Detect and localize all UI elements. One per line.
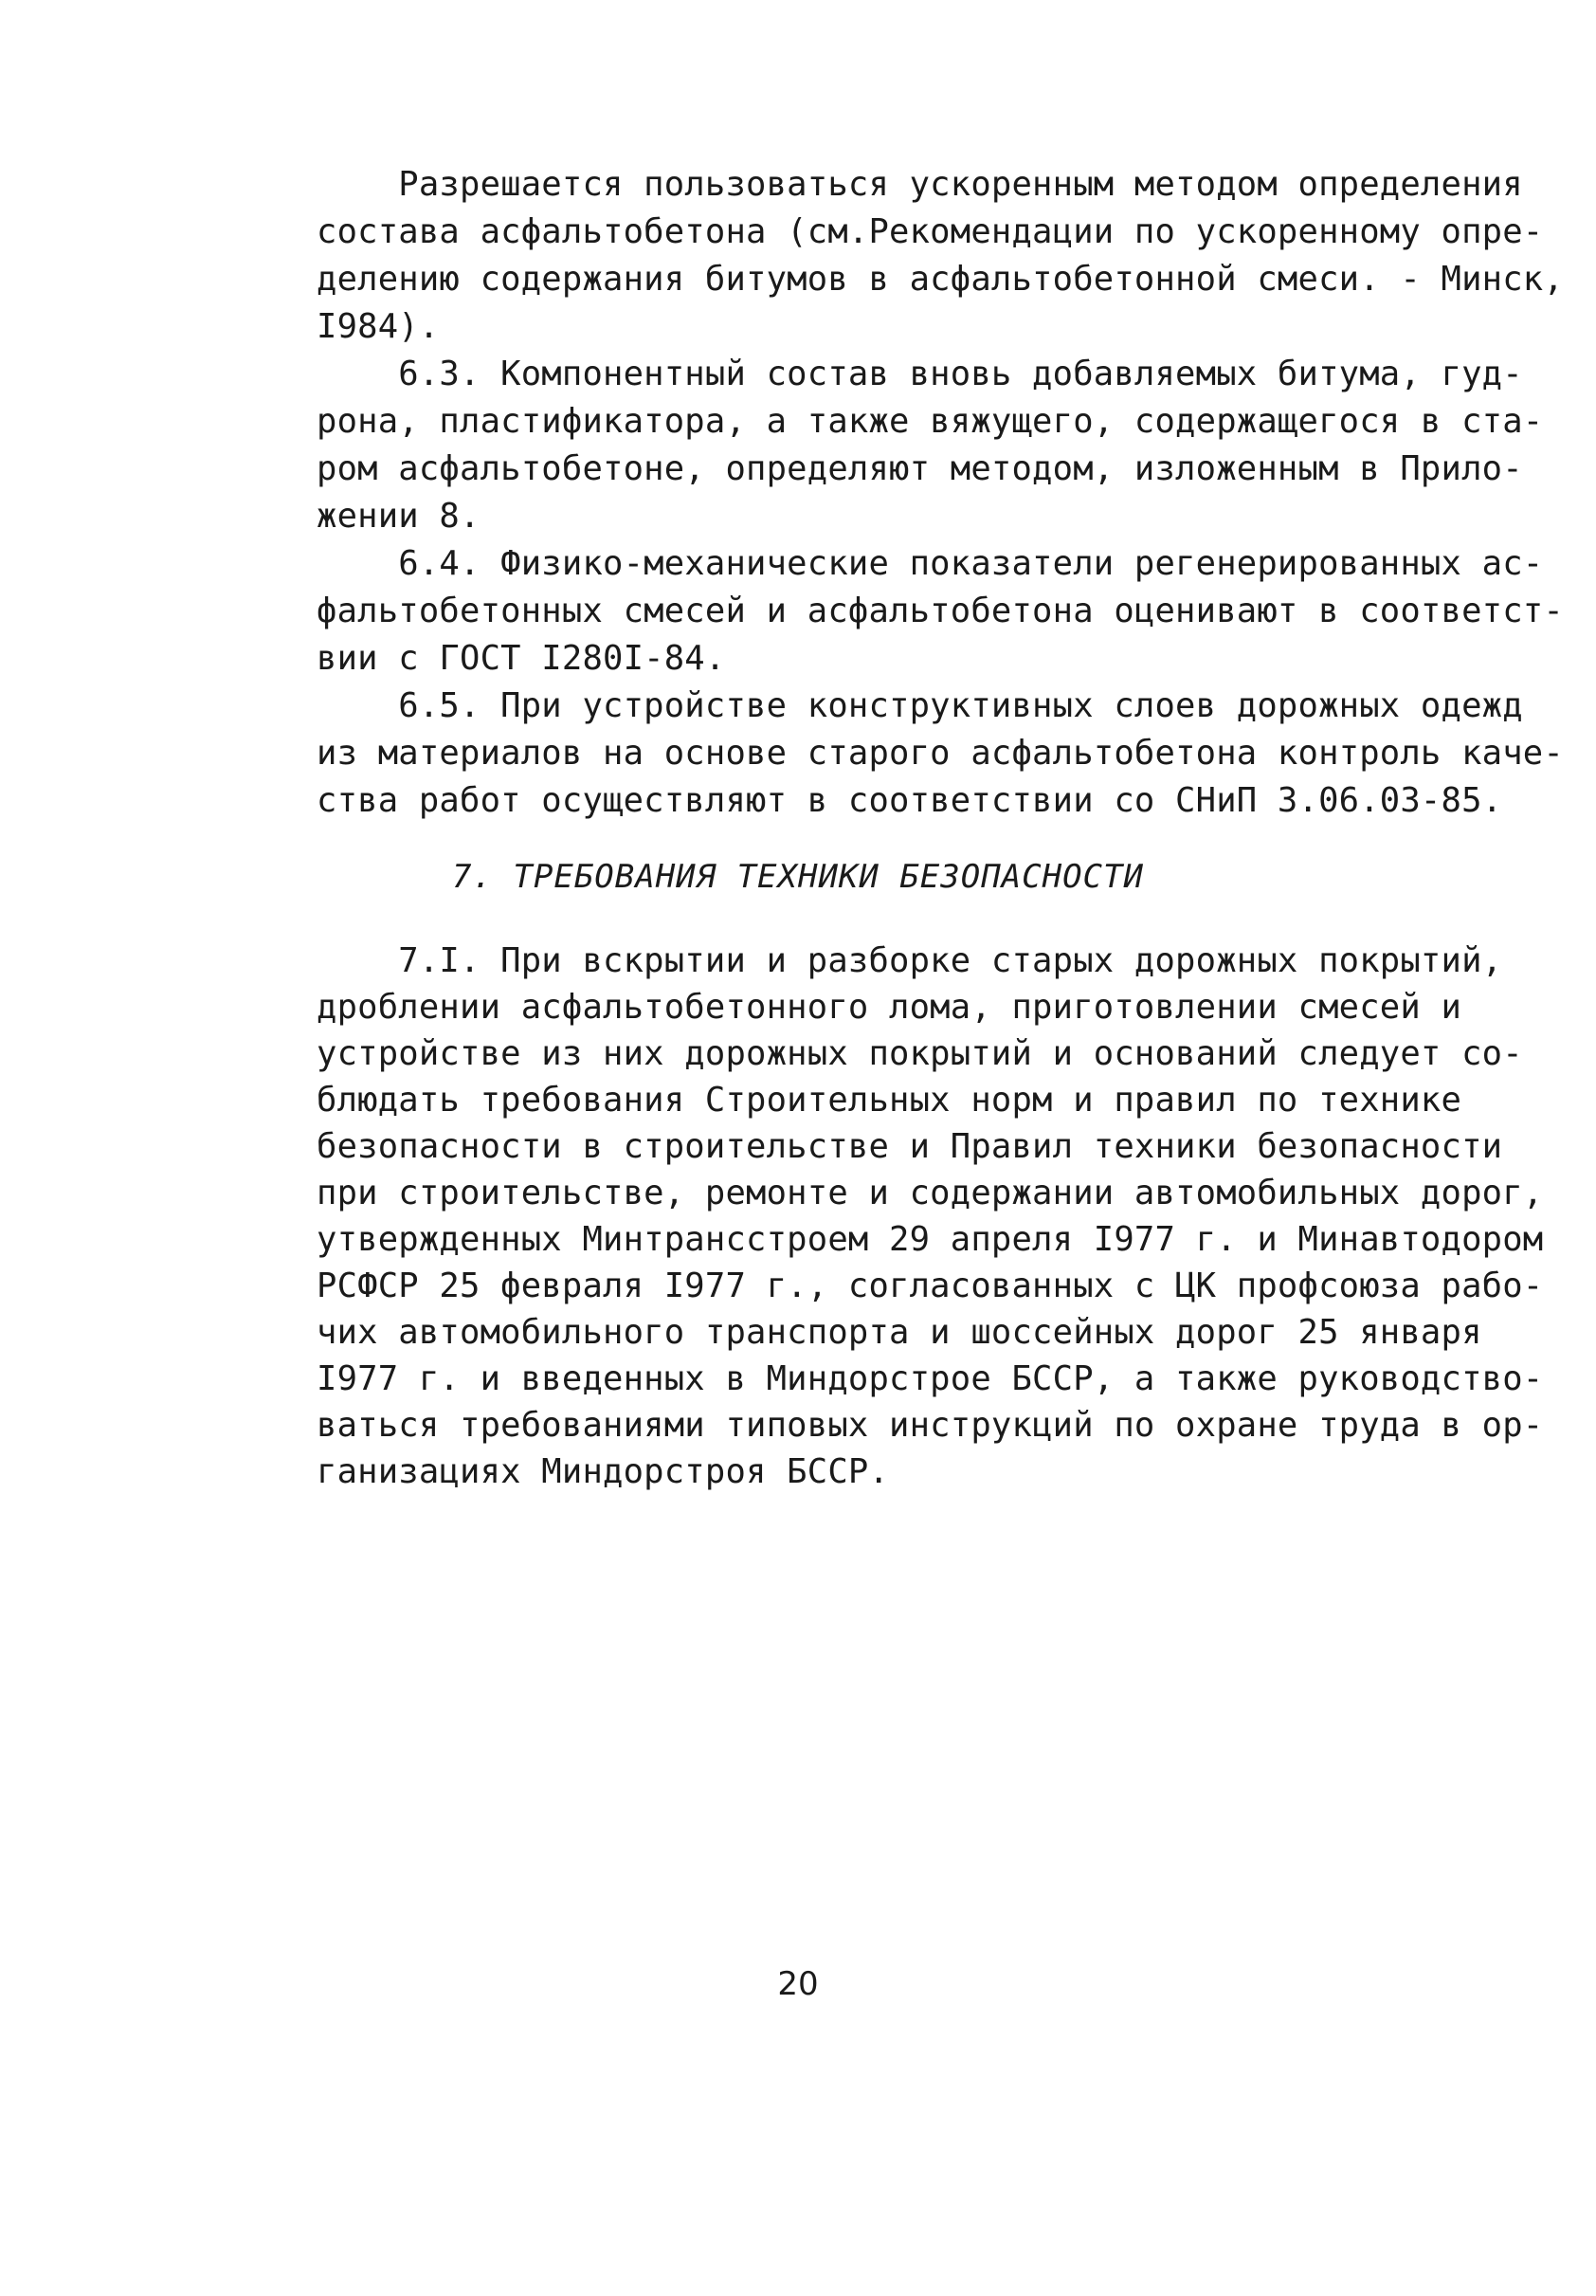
text-line: 6.4. Физико-механические показатели регенерированных ас- <box>317 544 1544 583</box>
text-line: 6.3. Компонентный состав вновь добавляемых битума, гуд- <box>317 355 1523 393</box>
text-line: ганизациях Миндорстроя БССР. <box>317 1452 890 1491</box>
text-line: вии с ГОСТ I280I-84. <box>317 639 726 678</box>
text-line: чих автомобильного транспорта и шоссейных дорог 25 января <box>317 1313 1482 1352</box>
text-line: безопасности в строительстве и Правил техники безопасности <box>317 1127 1503 1166</box>
text-line: ваться требованиями типовых инструкций по охране труда в ор- <box>317 1406 1544 1445</box>
text-line: устройстве из них дорожных покрытий и оснований следует со- <box>317 1034 1523 1073</box>
text-line: I984). <box>317 307 440 346</box>
text-line: 6.5. При устройстве конструктивных слоев дорожных одежд <box>317 686 1523 725</box>
section-heading: 7. ТРЕБОВАНИЯ ТЕХНИКИ БЕЗОПАСНОСТИ <box>452 858 1144 896</box>
page-number: 20 <box>777 1965 819 2003</box>
text-line: I977 г. и введенных в Миндорстрое БССР, а также руководство- <box>317 1359 1544 1398</box>
text-line: блюдать требования Строительных норм и правил по технике <box>317 1081 1462 1120</box>
text-line: утвержденных Минтрансстроем 29 апреля I977 г. и Минавтодором <box>317 1220 1544 1259</box>
text-line: состава асфальтобетона (см.Рекомендации по ускоренному опре- <box>317 212 1544 251</box>
text-line: при строительстве, ремонте и содержании автомобильных дорог, <box>317 1174 1544 1212</box>
text-line: рона, пластификатора, а также вяжущего, содержащегося в ста- <box>317 402 1544 441</box>
text-line: ром асфальтобетоне, определяют методом, изложенным в Прило- <box>317 449 1523 488</box>
text-line: Разрешается пользоваться ускоренным методом определения <box>317 165 1523 204</box>
text-line: жении 8. <box>317 497 481 536</box>
text-line: РСФСР 25 февраля I977 г., согласованных с ЦК профсоюза рабо- <box>317 1266 1544 1305</box>
text-line: дроблении асфальтобетонного лома, приготовлении смесей и <box>317 988 1462 1027</box>
text-line: ства работ осуществляют в соответствии со СНиП 3.06.03-85. <box>317 781 1503 820</box>
text-line: фальтобетонных смесей и асфальтобетона оценивают в соответст- <box>317 592 1564 630</box>
text-line: из материалов на основе старого асфальтобетона контроль каче- <box>317 734 1564 773</box>
text-line: делению содержания битумов в асфальтобетонной смеси. - Минск, <box>317 260 1564 299</box>
text-line: 7.I. При вскрытии и разборке старых дорожных покрытий, <box>317 941 1503 980</box>
